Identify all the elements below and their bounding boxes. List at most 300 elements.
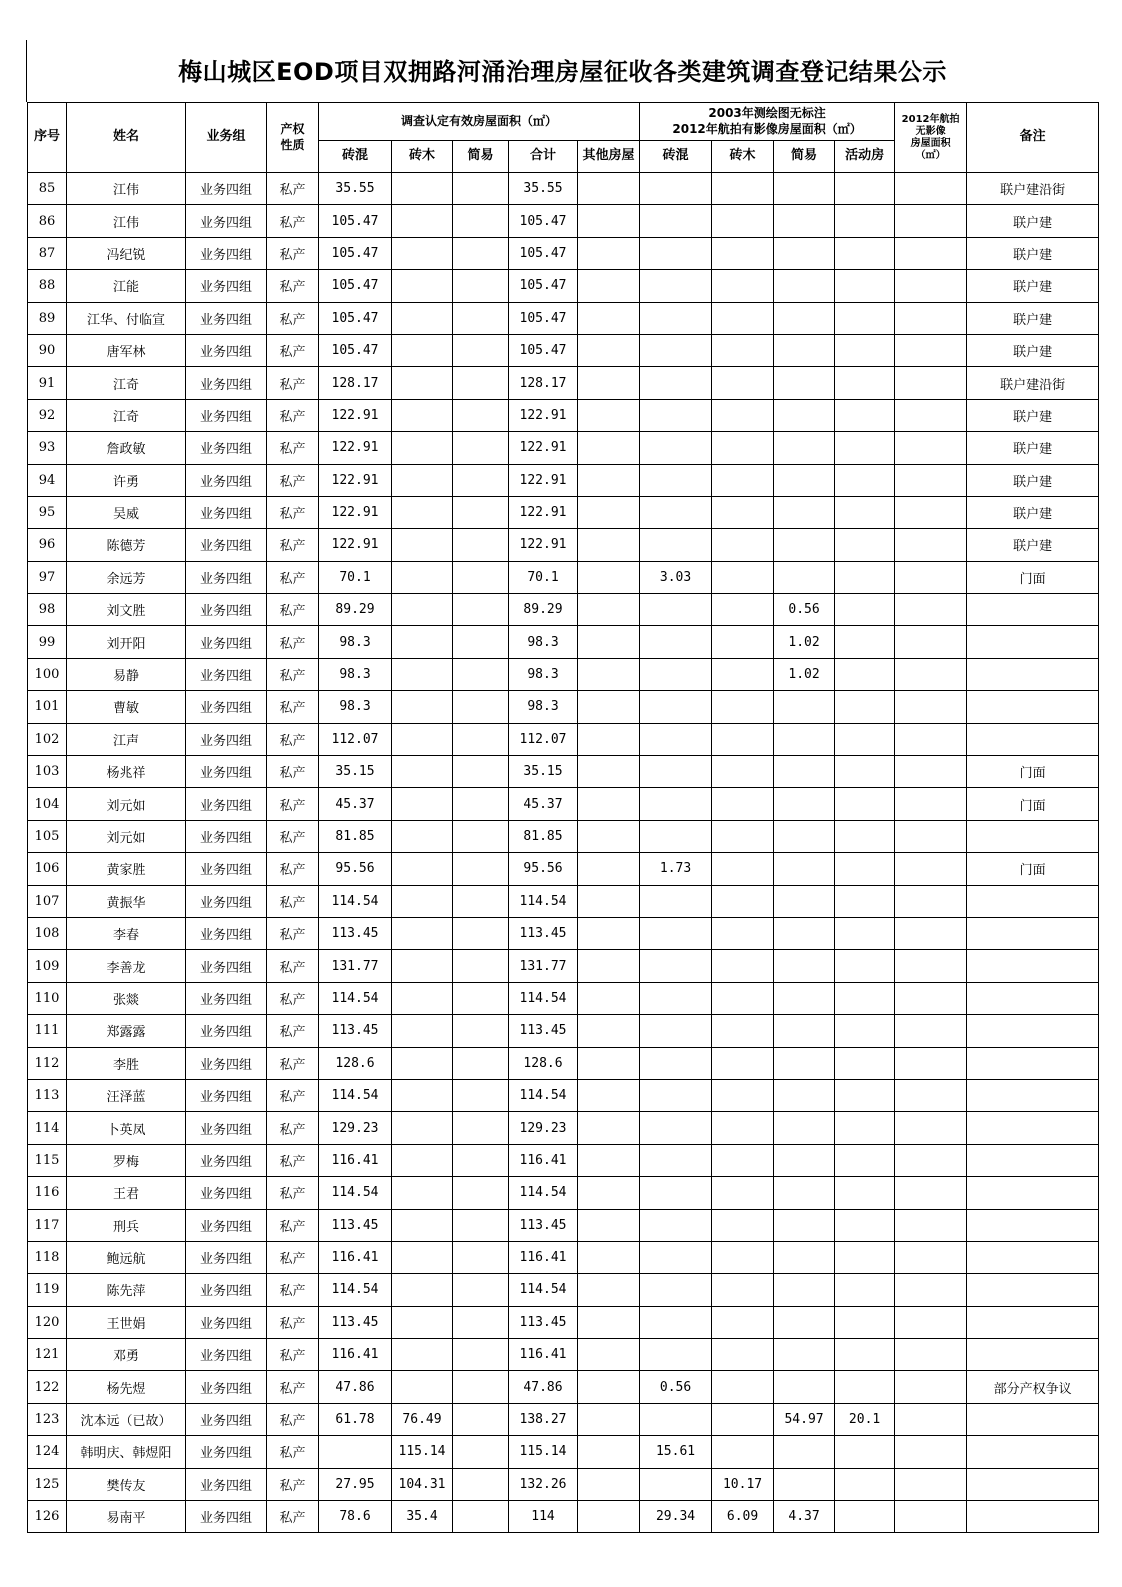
cell-group: 业务四组 [186, 367, 267, 399]
cell-remark [967, 1177, 1099, 1209]
cell-survey-brick: 47.86 [319, 1371, 392, 1403]
cell-name: 杨先煜 [67, 1371, 186, 1403]
cell-name: 李胜 [67, 1047, 186, 1079]
cell-2012-no-image [895, 399, 967, 431]
cell-2003-wood [712, 1436, 774, 1468]
cell-remark [967, 820, 1099, 852]
cell-2003-mobile [835, 173, 895, 205]
cell-2012-no-image [895, 1015, 967, 1047]
cell-survey-total: 116.41 [509, 1144, 578, 1176]
cell-2003-brick [640, 950, 712, 982]
cell-2003-wood [712, 1177, 774, 1209]
cell-survey-other [578, 723, 640, 755]
cell-2003-mobile [835, 723, 895, 755]
cell-seq: 125 [28, 1468, 67, 1500]
cell-2003-wood [712, 1015, 774, 1047]
cell-remark: 部分产权争议 [967, 1371, 1099, 1403]
cell-2003-brick: 0.56 [640, 1371, 712, 1403]
header-property-line1: 产权 [280, 121, 305, 136]
cell-seq: 114 [28, 1112, 67, 1144]
table-row [28, 1339, 1099, 1371]
cell-survey-brick: 98.3 [319, 626, 392, 658]
cell-seq: 116 [28, 1177, 67, 1209]
cell-remark [967, 626, 1099, 658]
header-survey-other: 其他房屋 [578, 141, 640, 173]
cell-survey-simple [453, 529, 509, 561]
cell-2003-mobile [835, 1274, 895, 1306]
table-row [28, 432, 1099, 464]
cell-group: 业务四组 [186, 917, 267, 949]
cell-survey-simple [453, 367, 509, 399]
cell-2003-brick [640, 237, 712, 269]
table-row [28, 658, 1099, 690]
header-2003-line1: 2003年测绘图无标注 [708, 105, 826, 120]
cell-2003-mobile [835, 885, 895, 917]
cell-survey-simple [453, 1015, 509, 1047]
cell-group: 业务四组 [186, 1015, 267, 1047]
cell-name: 卜英凤 [67, 1112, 186, 1144]
cell-survey-wood [392, 1047, 453, 1079]
header-seq: 序号 [28, 103, 67, 173]
cell-2003-simple [774, 205, 835, 237]
cell-seq: 119 [28, 1274, 67, 1306]
cell-2003-wood [712, 820, 774, 852]
cell-seq: 102 [28, 723, 67, 755]
cell-2003-mobile [835, 1468, 895, 1500]
cell-2003-wood [712, 205, 774, 237]
cell-property: 私产 [267, 399, 319, 431]
cell-2012-no-image [895, 885, 967, 917]
cell-property: 私产 [267, 1501, 319, 1533]
cell-survey-simple [453, 626, 509, 658]
cell-group: 业务四组 [186, 885, 267, 917]
cell-2003-simple [774, 982, 835, 1014]
cell-survey-brick: 116.41 [319, 1339, 392, 1371]
cell-property: 私产 [267, 496, 319, 528]
cell-name: 刑兵 [67, 1209, 186, 1241]
cell-2012-no-image [895, 1274, 967, 1306]
cell-survey-simple [453, 173, 509, 205]
header-group: 业务组 [186, 103, 267, 173]
cell-2003-brick [640, 723, 712, 755]
cell-survey-other [578, 432, 640, 464]
cell-survey-total: 132.26 [509, 1468, 578, 1500]
cell-survey-wood [392, 270, 453, 302]
cell-2003-simple [774, 1371, 835, 1403]
cell-property: 私产 [267, 1403, 319, 1435]
cell-seq: 126 [28, 1501, 67, 1533]
cell-survey-other [578, 1339, 640, 1371]
cell-survey-other [578, 1501, 640, 1533]
survey-results-table [27, 102, 1099, 1533]
cell-property: 私产 [267, 1306, 319, 1338]
cell-2003-brick [640, 1241, 712, 1273]
cell-survey-other [578, 1144, 640, 1176]
cell-2003-brick [640, 205, 712, 237]
cell-2003-simple [774, 1112, 835, 1144]
cell-survey-total: 114.54 [509, 1177, 578, 1209]
table-row [28, 1306, 1099, 1338]
cell-survey-other [578, 205, 640, 237]
header-survey-area-group: 调查认定有效房屋面积（㎡） [319, 103, 640, 141]
table-row [28, 950, 1099, 982]
cell-survey-wood [392, 529, 453, 561]
cell-survey-simple [453, 432, 509, 464]
cell-2003-brick [640, 1112, 712, 1144]
cell-survey-brick: 114.54 [319, 1177, 392, 1209]
cell-survey-simple [453, 1339, 509, 1371]
cell-group: 业务四组 [186, 1403, 267, 1435]
cell-2012-no-image [895, 950, 967, 982]
cell-2003-mobile [835, 302, 895, 334]
cell-property: 私产 [267, 626, 319, 658]
cell-2003-brick [640, 594, 712, 626]
cell-2012-no-image [895, 594, 967, 626]
cell-2012-no-image [895, 756, 967, 788]
cell-remark [967, 885, 1099, 917]
cell-survey-other [578, 1047, 640, 1079]
cell-seq: 121 [28, 1339, 67, 1371]
cell-survey-wood [392, 885, 453, 917]
cell-property: 私产 [267, 658, 319, 690]
cell-survey-wood [392, 950, 453, 982]
cell-survey-brick: 128.6 [319, 1047, 392, 1079]
cell-2003-wood [712, 1144, 774, 1176]
cell-group: 业务四组 [186, 1177, 267, 1209]
cell-remark: 联户建 [967, 302, 1099, 334]
cell-group: 业务四组 [186, 205, 267, 237]
cell-survey-wood [392, 173, 453, 205]
cell-survey-wood [392, 1339, 453, 1371]
cell-2003-simple [774, 723, 835, 755]
header-2003-group [640, 103, 895, 141]
cell-survey-total: 113.45 [509, 917, 578, 949]
cell-survey-total: 98.3 [509, 691, 578, 723]
cell-property: 私产 [267, 561, 319, 593]
cell-2003-wood: 10.17 [712, 1468, 774, 1500]
cell-survey-other [578, 626, 640, 658]
cell-property: 私产 [267, 1079, 319, 1111]
cell-seq: 106 [28, 853, 67, 885]
cell-2003-brick [640, 1079, 712, 1111]
cell-survey-total: 122.91 [509, 529, 578, 561]
cell-survey-other [578, 594, 640, 626]
cell-seq: 93 [28, 432, 67, 464]
header-2003-brick: 砖混 [640, 141, 712, 173]
cell-seq: 92 [28, 399, 67, 431]
cell-survey-brick: 98.3 [319, 658, 392, 690]
cell-remark [967, 1274, 1099, 1306]
cell-2003-mobile [835, 982, 895, 1014]
cell-survey-simple [453, 496, 509, 528]
cell-property: 私产 [267, 917, 319, 949]
cell-2012-no-image [895, 1306, 967, 1338]
cell-remark [967, 1241, 1099, 1273]
cell-seq: 101 [28, 691, 67, 723]
cell-seq: 94 [28, 464, 67, 496]
cell-survey-other [578, 885, 640, 917]
cell-2003-simple [774, 1436, 835, 1468]
cell-survey-simple [453, 1144, 509, 1176]
cell-group: 业务四组 [186, 756, 267, 788]
cell-survey-simple [453, 1112, 509, 1144]
cell-2003-wood [712, 853, 774, 885]
cell-survey-brick: 122.91 [319, 529, 392, 561]
table-row [28, 885, 1099, 917]
cell-property: 私产 [267, 334, 319, 366]
cell-name: 刘元如 [67, 788, 186, 820]
cell-2003-mobile [835, 950, 895, 982]
cell-group: 业务四组 [186, 1501, 267, 1533]
cell-2012-no-image [895, 1501, 967, 1533]
table-row [28, 723, 1099, 755]
cell-remark: 联户建 [967, 237, 1099, 269]
cell-survey-simple [453, 885, 509, 917]
cell-seq: 110 [28, 982, 67, 1014]
table-row [28, 1047, 1099, 1079]
table-row [28, 1079, 1099, 1111]
table-row [28, 982, 1099, 1014]
cell-group: 业务四组 [186, 464, 267, 496]
cell-survey-total: 115.14 [509, 1436, 578, 1468]
cell-survey-total: 128.6 [509, 1047, 578, 1079]
cell-survey-total: 89.29 [509, 594, 578, 626]
table-row [28, 464, 1099, 496]
cell-survey-brick: 105.47 [319, 237, 392, 269]
cell-2003-simple [774, 1241, 835, 1273]
cell-2003-wood [712, 399, 774, 431]
cell-remark [967, 1339, 1099, 1371]
cell-survey-brick: 70.1 [319, 561, 392, 593]
cell-property: 私产 [267, 302, 319, 334]
cell-survey-simple [453, 820, 509, 852]
cell-survey-total: 112.07 [509, 723, 578, 755]
cell-survey-brick: 105.47 [319, 270, 392, 302]
cell-2003-mobile [835, 367, 895, 399]
cell-2003-brick [640, 529, 712, 561]
cell-remark [967, 723, 1099, 755]
cell-name: 易南平 [67, 1501, 186, 1533]
cell-survey-total: 122.91 [509, 496, 578, 528]
cell-name: 刘文胜 [67, 594, 186, 626]
cell-2003-wood [712, 237, 774, 269]
cell-2012-no-image [895, 917, 967, 949]
cell-survey-other [578, 1274, 640, 1306]
cell-2003-wood [712, 1371, 774, 1403]
header-2012-no-image [895, 103, 967, 173]
cell-2003-simple: 1.02 [774, 658, 835, 690]
cell-group: 业务四组 [186, 529, 267, 561]
page-title: 梅山城区EOD项目双拥路河涌治理房屋征收各类建筑调查登记结果公示 [178, 58, 947, 86]
cell-2003-simple [774, 950, 835, 982]
cell-2003-mobile [835, 334, 895, 366]
cell-remark [967, 658, 1099, 690]
cell-survey-other [578, 1015, 640, 1047]
header-2003-wood: 砖木 [712, 141, 774, 173]
cell-survey-wood [392, 853, 453, 885]
cell-remark [967, 1047, 1099, 1079]
cell-2003-brick [640, 1209, 712, 1241]
table-row [28, 1015, 1099, 1047]
cell-name: 江奇 [67, 399, 186, 431]
cell-2012-no-image [895, 982, 967, 1014]
table-row [28, 205, 1099, 237]
header-property-nature [267, 103, 319, 173]
cell-remark [967, 1079, 1099, 1111]
cell-survey-total: 114.54 [509, 1079, 578, 1111]
cell-survey-simple [453, 1177, 509, 1209]
cell-survey-simple [453, 1274, 509, 1306]
cell-name: 唐军林 [67, 334, 186, 366]
header-survey-wood: 砖木 [392, 141, 453, 173]
table-row [28, 853, 1099, 885]
cell-2003-wood [712, 529, 774, 561]
cell-property: 私产 [267, 1371, 319, 1403]
cell-survey-other [578, 367, 640, 399]
cell-survey-brick: 128.17 [319, 367, 392, 399]
cell-survey-wood [392, 399, 453, 431]
cell-2003-simple [774, 853, 835, 885]
table-row [28, 399, 1099, 431]
cell-remark: 联户建 [967, 496, 1099, 528]
cell-survey-wood [392, 1209, 453, 1241]
cell-2003-brick [640, 302, 712, 334]
cell-2012-no-image [895, 367, 967, 399]
cell-name: 杨兆祥 [67, 756, 186, 788]
cell-2003-mobile [835, 496, 895, 528]
cell-2003-brick [640, 432, 712, 464]
cell-remark [967, 691, 1099, 723]
cell-survey-simple [453, 1241, 509, 1273]
cell-2012-no-image [895, 1371, 967, 1403]
cell-property: 私产 [267, 1241, 319, 1273]
cell-name: 曹敏 [67, 691, 186, 723]
cell-survey-wood [392, 1274, 453, 1306]
cell-2003-wood [712, 950, 774, 982]
cell-name: 吴威 [67, 496, 186, 528]
cell-seq: 107 [28, 885, 67, 917]
cell-2003-simple [774, 885, 835, 917]
cell-2003-mobile [835, 237, 895, 269]
cell-survey-wood [392, 691, 453, 723]
cell-seq: 97 [28, 561, 67, 593]
cell-name: 邓勇 [67, 1339, 186, 1371]
cell-2003-mobile [835, 529, 895, 561]
cell-2003-mobile [835, 1047, 895, 1079]
cell-survey-simple [453, 691, 509, 723]
cell-2003-wood [712, 885, 774, 917]
cell-survey-other [578, 853, 640, 885]
cell-survey-other [578, 820, 640, 852]
cell-group: 业务四组 [186, 853, 267, 885]
cell-property: 私产 [267, 529, 319, 561]
cell-survey-total: 35.15 [509, 756, 578, 788]
cell-2003-brick [640, 173, 712, 205]
table-row [28, 1403, 1099, 1435]
table-row [28, 1112, 1099, 1144]
cell-2003-brick [640, 1144, 712, 1176]
cell-2012-no-image [895, 788, 967, 820]
cell-survey-wood [392, 334, 453, 366]
cell-property: 私产 [267, 853, 319, 885]
cell-survey-brick: 27.95 [319, 1468, 392, 1500]
cell-2003-simple [774, 529, 835, 561]
cell-property: 私产 [267, 820, 319, 852]
cell-survey-total: 45.37 [509, 788, 578, 820]
cell-seq: 88 [28, 270, 67, 302]
cell-2003-wood [712, 334, 774, 366]
cell-2003-simple [774, 820, 835, 852]
cell-property: 私产 [267, 1177, 319, 1209]
cell-name: 冯纪锐 [67, 237, 186, 269]
cell-survey-wood [392, 917, 453, 949]
cell-survey-simple [453, 302, 509, 334]
cell-2003-mobile [835, 658, 895, 690]
cell-survey-simple [453, 1209, 509, 1241]
cell-2012-no-image [895, 173, 967, 205]
cell-2012-no-image [895, 1079, 967, 1111]
cell-seq: 111 [28, 1015, 67, 1047]
table-row [28, 1371, 1099, 1403]
cell-survey-simple [453, 756, 509, 788]
cell-seq: 118 [28, 1241, 67, 1273]
table-row [28, 1241, 1099, 1273]
cell-2003-wood: 6.09 [712, 1501, 774, 1533]
cell-name: 李春 [67, 917, 186, 949]
cell-2012-no-image [895, 1112, 967, 1144]
cell-survey-total: 105.47 [509, 237, 578, 269]
cell-survey-simple [453, 723, 509, 755]
cell-group: 业务四组 [186, 1274, 267, 1306]
cell-group: 业务四组 [186, 1371, 267, 1403]
cell-property: 私产 [267, 594, 319, 626]
cell-survey-simple [453, 1403, 509, 1435]
header-2012-line2: 无影像 [915, 125, 946, 137]
cell-survey-simple [453, 1468, 509, 1500]
cell-2003-wood [712, 658, 774, 690]
cell-survey-brick: 112.07 [319, 723, 392, 755]
cell-2003-wood [712, 788, 774, 820]
table-row [28, 1209, 1099, 1241]
cell-survey-wood [392, 1015, 453, 1047]
cell-2012-no-image [895, 464, 967, 496]
cell-2003-mobile [835, 464, 895, 496]
cell-survey-other [578, 950, 640, 982]
cell-2012-no-image [895, 529, 967, 561]
cell-2003-wood [712, 626, 774, 658]
cell-2003-mobile [835, 205, 895, 237]
cell-2003-mobile [835, 820, 895, 852]
cell-2003-brick: 3.03 [640, 561, 712, 593]
cell-survey-brick: 129.23 [319, 1112, 392, 1144]
cell-2003-brick [640, 1339, 712, 1371]
cell-survey-simple [453, 334, 509, 366]
cell-2003-brick [640, 982, 712, 1014]
header-name: 姓名 [67, 103, 186, 173]
cell-survey-brick: 113.45 [319, 1209, 392, 1241]
cell-remark: 联户建沿街 [967, 367, 1099, 399]
cell-2003-simple [774, 173, 835, 205]
table-row [28, 367, 1099, 399]
cell-survey-brick: 113.45 [319, 1306, 392, 1338]
cell-survey-brick: 35.15 [319, 756, 392, 788]
cell-2003-mobile [835, 1177, 895, 1209]
header-2003-mobile: 活动房 [835, 141, 895, 173]
cell-seq: 98 [28, 594, 67, 626]
cell-survey-other [578, 173, 640, 205]
cell-survey-simple [453, 853, 509, 885]
cell-survey-total: 47.86 [509, 1371, 578, 1403]
